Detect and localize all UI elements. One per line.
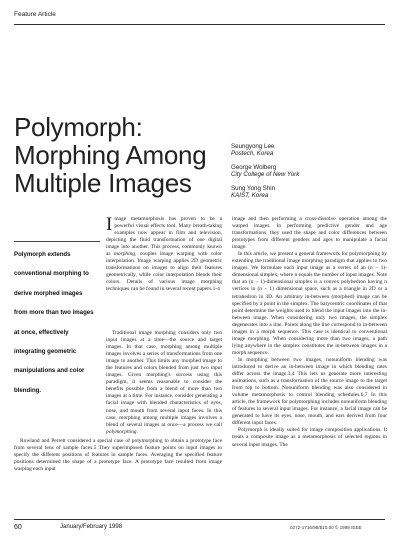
body-paragraph-1: Image metamorphosis has proven to be a powerful visual effects tool. Many breath-taking examples now appear in film and television, depicting the fluid transformation of one digital image into another. This process, commonly known as morphing, couples image warping with color interpolation. Image warping applies 2D geometric transformations on images to align their features geometrically, while color interpolation blends their colors. Details of various image morphing techniques can be found in several recent papers.1-4	[106, 214, 222, 293]
body-column-1-continued	[106, 330, 222, 436]
author-name: Sung Yong Shin	[231, 185, 276, 192]
author-name: Seungyong Lee	[231, 143, 275, 150]
author-affiliation: KAIST, Korea	[231, 192, 269, 200]
author-block-2	[231, 164, 391, 179]
body-paragraph-3: Rowland and Perrett considered a special case of polymorphing to obtain a prototype face from several tens of sample faces.5 They superimposed feature points on input images to specify the different positions of features in sample faces. Averaging the specified feature positions determined the shape of a prototype face. A prototype face resulted from image warping each input	[14, 438, 222, 473]
body-column-2	[232, 216, 387, 449]
author-affiliation: Postech, Korea	[231, 150, 274, 158]
pullquote-line: derive morphed images	[14, 289, 83, 297]
pullquote-top-rule	[14, 241, 100, 242]
title-line-3: Multiple Images	[14, 168, 192, 198]
pullquote-line: conventional morphing to	[14, 270, 89, 278]
pullquote-line: blending.	[14, 386, 42, 394]
body-paragraph-5: In this article, we present a general framework for polymorphing by extending the traditional image morphing paradigm that applies to two images. We formulate each input image as a vertex of an (n − 1)-dimensional simplex, where n equals the number of input images. Note that an (n − 1)-dimensional simplex is a convex polyhedron having n vertices in (n − 1) dimensional space, such as a triangle in 2D or a tetrahedron in 3D. An arbitrary in-between (morphed) image can be specified by a point in the simplex. The barycentric coordinates of that point determine the weights used to blend the input images into the in-between image. When considering only two images, the simplex degenerates into a line. Points along the line correspond to in-between images in a morph sequence. This case is identical to conventional image morphing. When considering more than two images, a path lying anywhere in the simplex constitutes the in-between images in a morph sequence.	[232, 251, 387, 356]
body-column-1-bottom	[14, 438, 222, 473]
body-column-1-top	[106, 216, 222, 294]
author-block-3	[231, 185, 391, 200]
pullquote	[14, 245, 100, 400]
body-paragraph-2: Traditional image morphing considers only two input images at a time—the source and target images. In that case, morphing among multiple images involves a series of transformations from one image to another. This limits any morphed image to the features and colors blended from just two input images. Given morphing's success using this paradigm, it seems reasonable to consider the benefits possible from a blend of more than two images at a time. For instance, consider generating a facial image with blended characteristics of eyes, nose, and mouth from several input faces. In this case, morphing among multiple images involves a blend of several images at once—a process we call polymorphing.	[106, 330, 222, 435]
page-number: 60	[14, 524, 22, 531]
pullquote-line: integrating geometric	[14, 348, 77, 356]
body-paragraph-7: Polymorph is ideally suited for image composition applications. It treats a composite image as a metamorphosis of selected regions in several input images. The	[232, 427, 387, 448]
title-line-1: Polymorph:	[14, 112, 143, 142]
pullquote-line: manipulations and color	[14, 367, 85, 375]
issn-copyright: 0272-1716/98/$10.00 © 1998 IEEE	[290, 525, 362, 530]
author-affiliation: City College of New York	[231, 171, 300, 179]
article-title	[14, 113, 219, 197]
pullquote-line: from more than two images	[14, 309, 94, 317]
body-paragraph-4: image and then performing a cross-dissolve operation among the warped images. In performing predictive gender and age transformations, they used the shape and color differences between prototypes from different genders and ages to manipulate a facial image.	[232, 216, 387, 251]
title-line-2: Morphing Among	[14, 140, 207, 170]
issue-date: January/February 1998	[60, 524, 123, 530]
author-name: George Wolberg	[231, 164, 277, 171]
drop-cap: I	[106, 214, 113, 235]
pullquote-line: at once, effectively	[14, 328, 69, 336]
footer-rule	[14, 519, 385, 520]
body-paragraph-6: In morphing between two images, nonuniform blending was introduced to derive an in-between image in which blending rates differ across the image.3,4 This lets us generate more interesting animations, such as a transformation of the source image to the target from top to bottom. Nonuniform blending was also considered in volume metamorphosis to control blending schedules.6,7 In this article, the framework for polymorphing includes nonuniform blending of features in several input images. For instance, a facial image can be generated to have its eyes, nose, mouth, and ears derived from four different input faces.	[232, 356, 387, 427]
section-label: Feature Article	[14, 11, 56, 18]
author-block-1	[231, 143, 391, 158]
header-rule	[14, 24, 385, 25]
pullquote-line: Polymorph extends	[14, 251, 71, 258]
